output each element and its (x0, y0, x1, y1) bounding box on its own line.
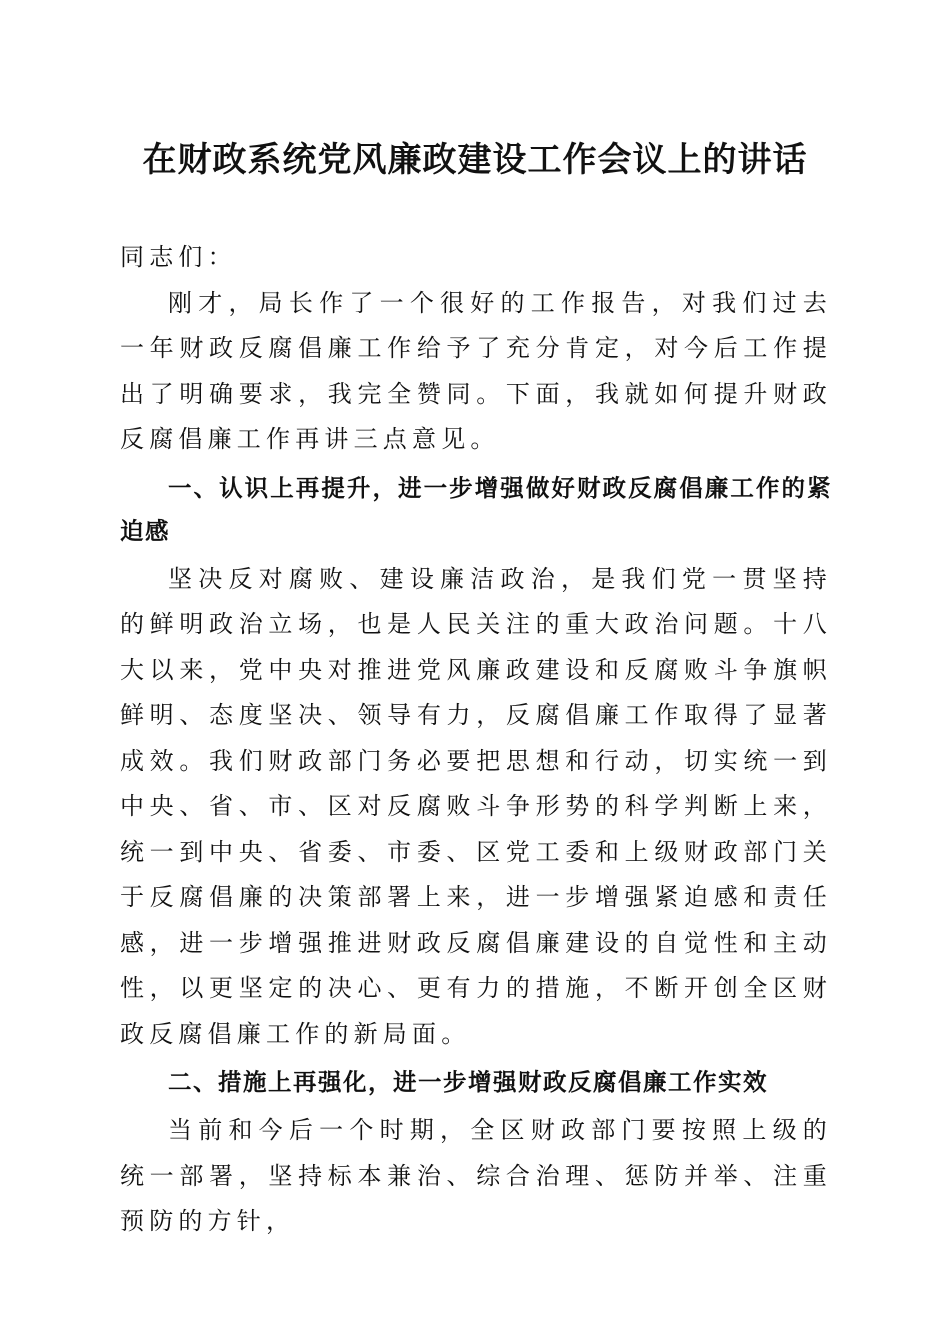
document-body (120, 235, 832, 1245)
salutation: 同志们： (120, 243, 237, 271)
section-heading-2: 二、措施上再强化，进一步增强财政反腐倡廉工作实效 (168, 1068, 768, 1096)
paragraph-intro: 刚才，局长作了一个很好的工作报告，对我们过去一年财政反腐倡廉工作给予了充分肯定，对今后工作提出了明确要求，我完全赞同。下面，我就如何提升财政反腐倡廉工作再讲三点意见。 (120, 288, 832, 453)
paragraph-section-2: 当前和今后一个时期，全区财政部门要按照上级的统一部署，坚持标本兼治、综合治理、惩防并举、注重预防的方针， (120, 1116, 832, 1235)
section-heading-1: 一、认识上再提升，进一步增强做好财政反腐倡廉工作的紧迫感 (120, 473, 832, 545)
document-title: 在财政系统党风廉政建设工作会议上的讲话 (142, 140, 808, 180)
paragraph-section-1: 坚决反对腐败、建设廉洁政治，是我们党一贯坚持的鲜明政治立场，也是人民关注的重大政治问题。十八大以来，党中央对推进党风廉政建设和反腐败斗争旗帜鲜明、态度坚决、领导有力，反腐倡廉工作取得了显著成效。我们财政部门务必要把思想和行动，切实统一到中央、省、市、区对反腐败斗争形势的科学判断上来，统一到中央、省委、市委、区党工委和上级财政部门关于反腐倡廉的决策部署上来，进一步增强紧迫感和责任感，进一步增强推进财政反腐倡廉建设的自觉性和主动性，以更坚定的决心、更有力的措施，不断开创全区财政反腐倡廉工作的新局面。 (120, 564, 832, 1048)
